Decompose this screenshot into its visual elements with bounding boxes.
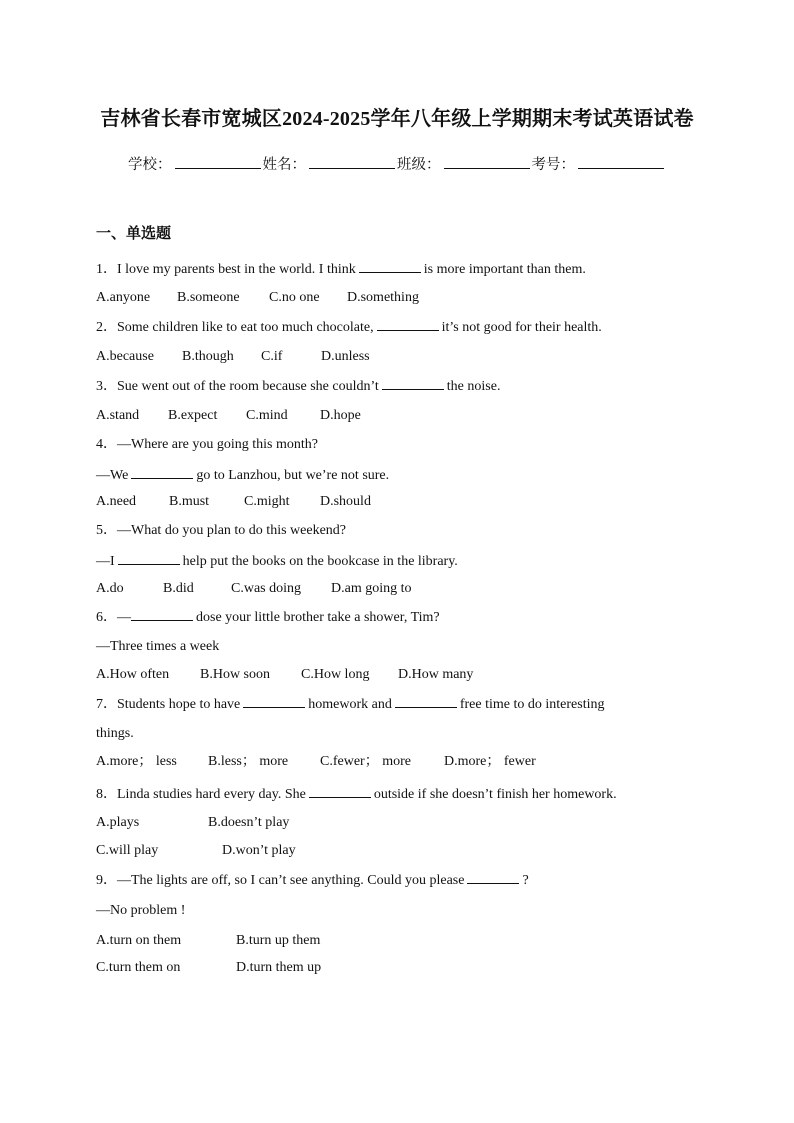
q7-text-a: 7．Students hope to have — [96, 697, 241, 712]
q3-option-c[interactable]: C.mind — [246, 408, 288, 423]
question-8 — [96, 785, 617, 804]
q8-options-row-1 — [96, 814, 289, 832]
q8-option-c[interactable]: C.will play — [96, 843, 159, 858]
q8-options-row-2 — [96, 842, 296, 860]
q2-option-a[interactable]: A.because — [96, 349, 154, 364]
q7-option-d[interactable]: D.more； fewer — [444, 754, 536, 769]
q3-options — [96, 407, 361, 425]
q4-line-2 — [96, 466, 389, 485]
q4-blank[interactable] — [131, 466, 193, 479]
q7-text-b: homework and — [308, 697, 392, 712]
name-blank[interactable] — [309, 154, 395, 169]
q2-text-b: it’s not good for their health. — [441, 320, 602, 335]
question-6 — [96, 608, 440, 627]
q6-line-2-text: —Three times a week — [96, 639, 220, 654]
q2-option-d[interactable]: D.unless — [321, 349, 370, 364]
q2-option-c[interactable]: C.if — [261, 349, 283, 364]
q7-blank-2[interactable] — [395, 695, 457, 708]
q1-text-b: is more important than them. — [423, 262, 586, 277]
q6-option-d[interactable]: D.How many — [398, 667, 474, 682]
q5-line-1: 5．—What do you plan to do this weekend? — [96, 523, 347, 538]
page-title: 吉林省长春市宽城区2024-2025学年八年级上学期期末考试英语试卷 — [100, 108, 694, 130]
q4-text-b: go to Lanzhou, but we’re not sure. — [196, 468, 390, 483]
q1-options — [96, 289, 419, 307]
q9-option-b[interactable]: B.turn up them — [236, 933, 321, 948]
q1-option-b[interactable]: B.someone — [177, 290, 240, 305]
q4-options — [96, 493, 371, 511]
student-info-row — [0, 153, 794, 174]
q9-options-row-2 — [96, 959, 321, 977]
q7-line-2 — [96, 725, 134, 743]
q7-option-c[interactable]: C.fewer； more — [320, 754, 411, 769]
q7-options — [96, 753, 536, 771]
q4-option-c[interactable]: C.might — [244, 494, 290, 509]
q6-option-c[interactable]: C.How long — [301, 667, 370, 682]
q9-option-c[interactable]: C.turn them on — [96, 960, 181, 975]
q7-text-c: free time to do interesting — [459, 697, 605, 712]
question-1 — [96, 260, 586, 279]
question-9 — [96, 871, 529, 890]
school-blank[interactable] — [175, 154, 261, 169]
q3-text-b: the noise. — [446, 379, 501, 394]
q6-line-2 — [96, 638, 219, 656]
q8-option-a[interactable]: A.plays — [96, 815, 140, 830]
question-3 — [96, 377, 500, 396]
q5-option-a[interactable]: A.do — [96, 581, 124, 596]
q1-option-d[interactable]: D.something — [347, 290, 419, 305]
q8-blank[interactable] — [309, 785, 371, 798]
q8-text-b: outside if she doesn’t finish her homework. — [373, 787, 617, 802]
q4-option-a[interactable]: A.need — [96, 494, 137, 509]
q4-line-1: 4．—Where are you going this month? — [96, 437, 319, 452]
question-7 — [96, 695, 604, 714]
q3-option-d[interactable]: D.hope — [320, 408, 361, 423]
q7-option-b[interactable]: B.less； more — [208, 754, 289, 769]
q6-option-b[interactable]: B.How soon — [200, 667, 271, 682]
q7-line-2-text: things. — [96, 726, 134, 741]
question-2 — [96, 318, 602, 337]
q1-option-a[interactable]: A.anyone — [96, 290, 151, 305]
number-blank[interactable] — [578, 154, 664, 169]
q2-blank[interactable] — [377, 318, 439, 331]
class-blank[interactable] — [444, 154, 530, 169]
q8-option-d[interactable]: D.won’t play — [222, 843, 296, 858]
q6-text-b: dose your little brother take a shower, Tim? — [196, 610, 440, 625]
name-label: 姓名： — [262, 157, 306, 173]
q9-blank[interactable] — [467, 871, 519, 884]
q5-options — [96, 580, 412, 598]
question-4 — [96, 436, 318, 454]
number-label: 考号： — [531, 157, 575, 173]
q3-option-b[interactable]: B.expect — [168, 408, 218, 423]
q5-text-b: help put the books on the bookcase in the library. — [182, 554, 458, 569]
q5-line-2 — [96, 552, 458, 571]
q4-option-d[interactable]: D.should — [320, 494, 371, 509]
q9-option-d[interactable]: D.turn them up — [236, 960, 322, 975]
q8-option-b[interactable]: B.doesn’t play — [208, 815, 290, 830]
q2-option-b[interactable]: B.though — [182, 349, 234, 364]
question-5 — [96, 522, 346, 540]
q7-blank-1[interactable] — [243, 695, 305, 708]
q4-option-b[interactable]: B.must — [169, 494, 210, 509]
q6-text-a: 6．— — [96, 610, 131, 625]
q1-option-c[interactable]: C.no one — [269, 290, 320, 305]
school-label: 学校： — [128, 157, 172, 173]
q8-text-a: 8．Linda studies hard every day. She — [96, 787, 306, 802]
q5-option-b[interactable]: B.did — [163, 581, 194, 596]
q5-option-c[interactable]: C.was doing — [231, 581, 301, 596]
q9-options-row-1 — [96, 932, 320, 950]
q2-options — [96, 348, 370, 366]
q7-option-a[interactable]: A.more； less — [96, 754, 177, 769]
q5-text-a: —I — [96, 554, 115, 569]
q9-line-2 — [96, 902, 185, 920]
q9-line-2-text: —No problem ! — [96, 903, 186, 918]
q2-text-a: 2．Some children like to eat too much chocolate, — [96, 320, 374, 335]
q9-option-a[interactable]: A.turn on them — [96, 933, 182, 948]
q5-option-d[interactable]: D.am going to — [331, 581, 412, 596]
q1-blank[interactable] — [359, 260, 421, 273]
q5-blank[interactable] — [118, 552, 180, 565]
q9-text-a: 9．—The lights are off, so I can’t see anything. Could you please — [96, 873, 465, 888]
q1-text-a: 1．I love my parents best in the world. I think — [96, 262, 356, 277]
q3-text-a: 3．Sue went out of the room because she couldn’t — [96, 379, 379, 394]
q9-text-b: ? — [522, 873, 529, 888]
q3-option-a[interactable]: A.stand — [96, 408, 140, 423]
section-heading: 一、单选题 — [96, 224, 172, 242]
q6-options — [96, 666, 473, 684]
q4-text-a: —We — [96, 468, 129, 483]
q6-option-a[interactable]: A.How often — [96, 667, 170, 682]
q6-blank[interactable] — [131, 608, 193, 621]
class-label: 班级： — [397, 157, 441, 173]
q3-blank[interactable] — [382, 377, 444, 390]
